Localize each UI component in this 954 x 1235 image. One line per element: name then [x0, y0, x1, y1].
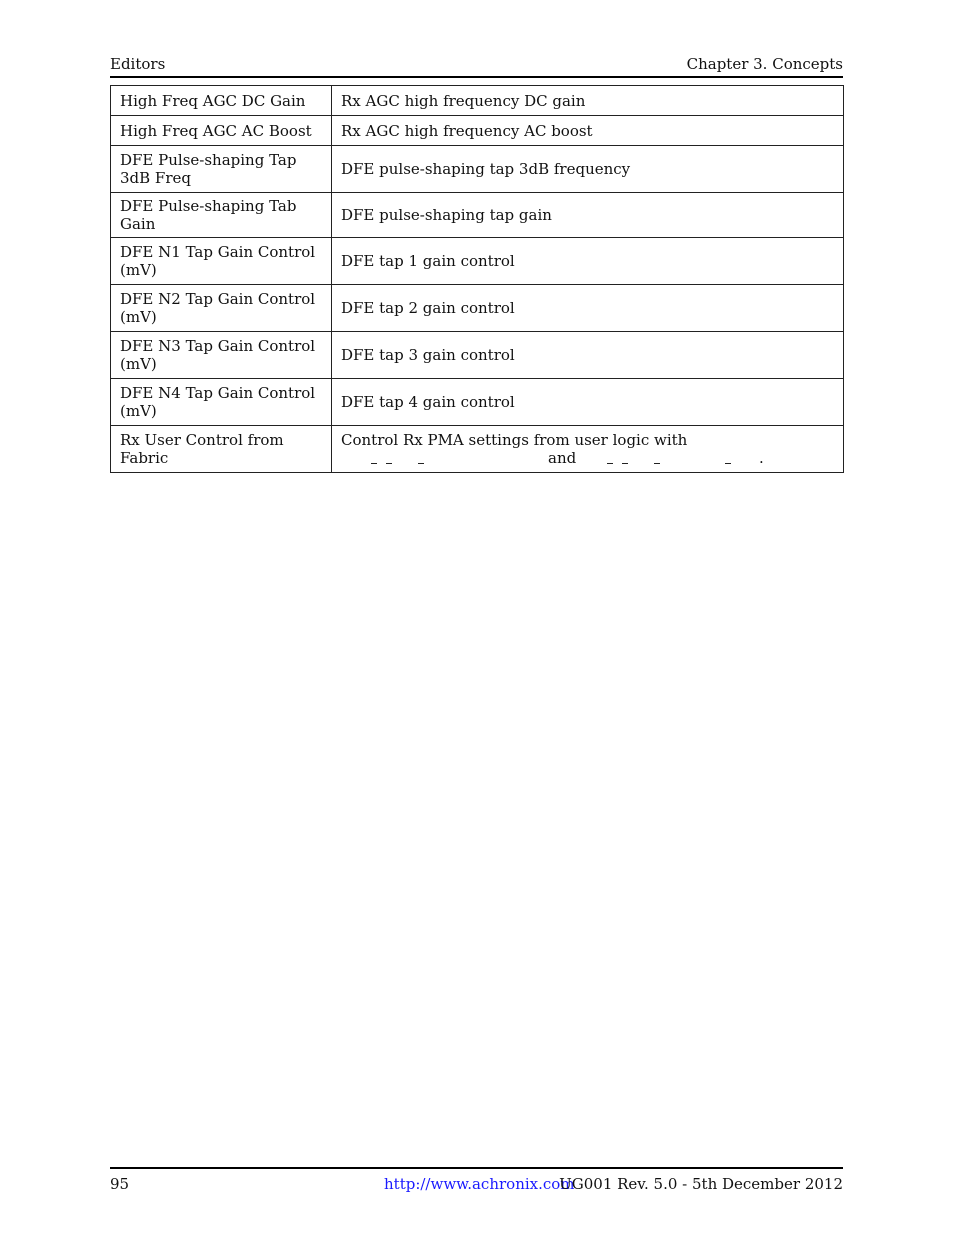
- sentence-period: .: [759, 449, 764, 467]
- parameter-description: Control Rx PMA settings from user logic with: [341, 431, 688, 449]
- parameter-name: DFE N2 Tap Gain Control (mV): [111, 285, 332, 332]
- parameter-name: DFE N1 Tap Gain Control (mV): [111, 238, 332, 285]
- parameter-description: DFE tap 1 gain control: [332, 238, 844, 285]
- header-section-title: Editors: [110, 55, 166, 73]
- table-row: [111, 146, 844, 193]
- page-footer: [110, 1167, 843, 1193]
- parameter-name: DFE N3 Tap Gain Control (mV): [111, 332, 332, 379]
- table-row: [111, 86, 844, 116]
- parameter-table: [110, 85, 844, 473]
- table-row: [111, 426, 844, 473]
- page-header: [110, 54, 843, 78]
- table-row: [111, 193, 844, 238]
- parameter-description: DFE tap 2 gain control: [332, 285, 844, 332]
- parameter-name: DFE Pulse-shaping Tab Gain: [111, 193, 332, 238]
- table-row: [111, 238, 844, 285]
- table-row: [111, 285, 844, 332]
- underscore-mark: [607, 463, 613, 464]
- underscore-mark: [386, 463, 392, 464]
- parameter-name: DFE N4 Tap Gain Control (mV): [111, 379, 332, 426]
- parameter-description: DFE tap 3 gain control: [332, 332, 844, 379]
- header-chapter-title: Chapter 3. Concepts: [686, 55, 843, 73]
- parameter-description-cell: [332, 426, 844, 473]
- table-row: [111, 379, 844, 426]
- document-revision: UG001 Rev. 5.0 - 5th December 2012: [559, 1175, 843, 1193]
- underscore-mark: [622, 463, 628, 464]
- table-row: [111, 332, 844, 379]
- parameter-name: Rx User Control from Fabric: [111, 426, 332, 473]
- website-link[interactable]: http://www.achronix.com: [384, 1175, 575, 1193]
- parameter-name: High Freq AGC DC Gain: [111, 86, 332, 116]
- parameter-name: DFE Pulse-shaping Tap 3dB Freq: [111, 146, 332, 193]
- underscore-mark: [371, 463, 377, 464]
- signal-names-line: [341, 449, 834, 467]
- parameter-description: DFE pulse-shaping tap gain: [332, 193, 844, 238]
- parameter-description: Rx AGC high frequency DC gain: [332, 86, 844, 116]
- underscore-mark: [654, 463, 660, 464]
- parameter-description: DFE tap 4 gain control: [332, 379, 844, 426]
- page-number: 95: [110, 1175, 130, 1193]
- parameter-description: DFE pulse-shaping tap 3dB frequency: [332, 146, 844, 193]
- parameter-name: High Freq AGC AC Boost: [111, 116, 332, 146]
- parameter-description: Rx AGC high frequency AC boost: [332, 116, 844, 146]
- table-row: [111, 116, 844, 146]
- underscore-mark: [418, 463, 424, 464]
- underscore-mark: [725, 463, 731, 464]
- conjunction-text: and: [548, 449, 577, 467]
